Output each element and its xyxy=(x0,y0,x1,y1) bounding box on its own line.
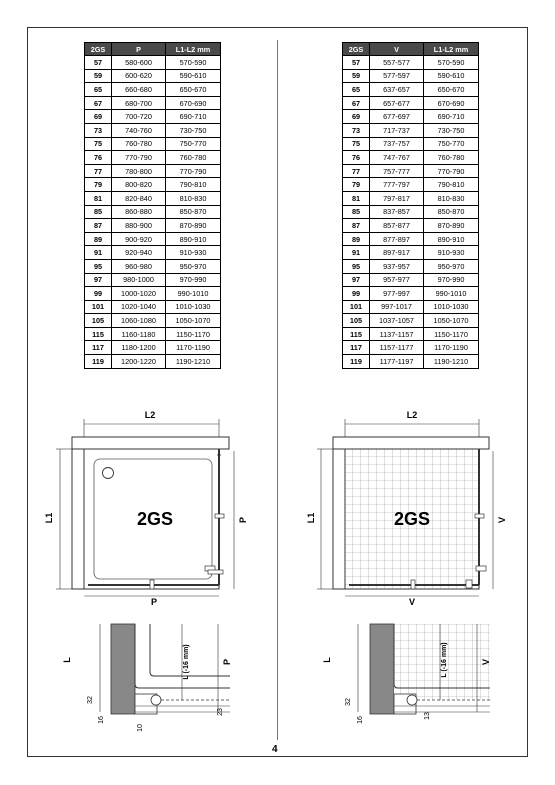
l1-l2-cell: 770-790 xyxy=(424,164,479,178)
model-code-cell: 67 xyxy=(343,96,370,110)
entry-width-cell: 677-697 xyxy=(370,110,424,124)
l1-l2-cell: 650-670 xyxy=(166,83,221,97)
l1-l2-cell: 1010-1030 xyxy=(166,300,221,314)
drain-icon xyxy=(103,468,114,479)
model-code-cell: 115 xyxy=(85,327,112,341)
entry-width-cell: 880-900 xyxy=(112,219,166,233)
model-code-cell: 77 xyxy=(343,164,370,178)
handle-icon xyxy=(475,514,484,518)
l1-l2-cell: 910-930 xyxy=(424,246,479,260)
table-header: V xyxy=(370,43,424,56)
entry-width-cell: 997-1017 xyxy=(370,300,424,314)
detail-dim-32: 32 xyxy=(345,698,352,706)
entry-width-cell: 1200-1220 xyxy=(112,355,166,369)
model-code-cell: 85 xyxy=(85,205,112,219)
model-code-cell: 105 xyxy=(343,314,370,328)
model-code-cell: 87 xyxy=(85,219,112,233)
entry-width-cell: 637-657 xyxy=(370,83,424,97)
plan-label-v-right: V xyxy=(497,516,507,524)
plan-label-l1: L1 xyxy=(44,512,54,524)
model-code-cell: 59 xyxy=(85,69,112,83)
l1-l2-cell: 1190-1210 xyxy=(424,355,479,369)
entry-width-cell: 797-817 xyxy=(370,191,424,205)
table-header: P xyxy=(112,43,166,56)
handle-icon xyxy=(215,514,224,518)
l1-l2-cell: 990-1010 xyxy=(424,287,479,301)
l1-l2-cell: 910-930 xyxy=(166,246,221,260)
plan-label-l2: L2 xyxy=(406,410,418,420)
entry-width-cell: 1037-1057 xyxy=(370,314,424,328)
entry-width-cell: 1160-1180 xyxy=(112,327,166,341)
entry-width-cell: 680-700 xyxy=(112,96,166,110)
plan-label-l2: L2 xyxy=(144,410,156,420)
l1-l2-cell: 760-780 xyxy=(424,151,479,165)
model-code-cell: 97 xyxy=(343,273,370,287)
l1-l2-cell: 810-830 xyxy=(166,191,221,205)
l1-l2-cell: 1050-1070 xyxy=(424,314,479,328)
left-plan-view xyxy=(44,410,248,607)
l1-l2-cell: 650-670 xyxy=(424,83,479,97)
l1-l2-cell: 570-590 xyxy=(424,56,479,70)
model-code-cell: 79 xyxy=(343,178,370,192)
entry-width-cell: 577-597 xyxy=(370,69,424,83)
l1-l2-cell: 870-890 xyxy=(424,219,479,233)
model-code-cell: 95 xyxy=(85,259,112,273)
detail-dim-16: 16 xyxy=(357,716,364,724)
entry-width-cell: 657-677 xyxy=(370,96,424,110)
entry-width-cell: 960-980 xyxy=(112,259,166,273)
model-code-cell: 89 xyxy=(343,232,370,246)
table-header: L1-L2 mm xyxy=(424,43,479,56)
table-header: L1-L2 mm xyxy=(166,43,221,56)
detail-label-p: P xyxy=(222,658,232,666)
entry-width-cell: 800-820 xyxy=(112,178,166,192)
model-code-cell: 57 xyxy=(85,56,112,70)
model-code-cell: 67 xyxy=(85,96,112,110)
right-detail-view xyxy=(322,624,491,724)
entry-width-cell: 957-977 xyxy=(370,273,424,287)
entry-width-cell: 900-920 xyxy=(112,232,166,246)
detail-label-l-minus-16: L (-16 mm) xyxy=(441,642,448,678)
l1-l2-cell: 590-610 xyxy=(166,69,221,83)
detail-label-v: V xyxy=(481,658,491,666)
detail-label-l: L xyxy=(322,657,332,663)
model-code-cell: 75 xyxy=(85,137,112,151)
l1-l2-cell: 750-770 xyxy=(166,137,221,151)
entry-width-cell: 897-917 xyxy=(370,246,424,260)
l1-l2-cell: 590-610 xyxy=(424,69,479,83)
l1-l2-cell: 760-780 xyxy=(166,151,221,165)
plan-model-label: 2GS xyxy=(136,509,174,529)
l1-l2-cell: 690-710 xyxy=(424,110,479,124)
entry-width-cell: 980-1000 xyxy=(112,273,166,287)
l1-l2-cell: 950-970 xyxy=(166,259,221,273)
l1-l2-cell: 770-790 xyxy=(166,164,221,178)
model-code-cell: 101 xyxy=(343,300,370,314)
entry-width-cell: 737-757 xyxy=(370,137,424,151)
model-code-cell: 97 xyxy=(85,273,112,287)
l1-l2-cell: 670-690 xyxy=(166,96,221,110)
model-code-cell: 69 xyxy=(85,110,112,124)
model-code-cell: 59 xyxy=(343,69,370,83)
l1-l2-cell: 1170-1190 xyxy=(166,341,221,355)
entry-width-cell: 557-577 xyxy=(370,56,424,70)
l1-l2-cell: 890-910 xyxy=(424,232,479,246)
entry-width-cell: 937-957 xyxy=(370,259,424,273)
entry-width-cell: 1060-1080 xyxy=(112,314,166,328)
l1-l2-cell: 1190-1210 xyxy=(166,355,221,369)
l1-l2-cell: 790-810 xyxy=(424,178,479,192)
entry-width-cell: 740-760 xyxy=(112,123,166,137)
model-code-cell: 85 xyxy=(343,205,370,219)
detail-label-l-minus-16: L (-16 mm) xyxy=(183,644,190,680)
plan-label-p-right: P xyxy=(238,516,248,524)
model-code-cell: 81 xyxy=(343,191,370,205)
model-code-cell: 91 xyxy=(85,246,112,260)
detail-dim-13: 13 xyxy=(424,712,431,720)
model-code-cell: 81 xyxy=(85,191,112,205)
entry-width-cell: 1020-1040 xyxy=(112,300,166,314)
l1-l2-cell: 950-970 xyxy=(424,259,479,273)
model-code-cell: 117 xyxy=(343,341,370,355)
model-code-cell: 119 xyxy=(85,355,112,369)
entry-width-cell: 857-877 xyxy=(370,219,424,233)
model-code-cell: 99 xyxy=(343,287,370,301)
entry-width-cell: 760-780 xyxy=(112,137,166,151)
entry-width-cell: 777-797 xyxy=(370,178,424,192)
entry-width-cell: 757-777 xyxy=(370,164,424,178)
model-code-cell: 65 xyxy=(343,83,370,97)
entry-width-cell: 660-680 xyxy=(112,83,166,97)
model-code-cell: 65 xyxy=(85,83,112,97)
entry-width-cell: 1137-1157 xyxy=(370,327,424,341)
model-code-cell: 119 xyxy=(343,355,370,369)
l1-l2-cell: 790-810 xyxy=(166,178,221,192)
handle-icon xyxy=(150,580,154,589)
model-code-cell: 73 xyxy=(85,123,112,137)
model-code-cell: 101 xyxy=(85,300,112,314)
model-code-cell: 76 xyxy=(85,151,112,165)
l1-l2-cell: 730-750 xyxy=(424,123,479,137)
model-code-cell: 87 xyxy=(343,219,370,233)
entry-width-cell: 1180-1200 xyxy=(112,341,166,355)
model-code-cell: 77 xyxy=(85,164,112,178)
l1-l2-cell: 970-990 xyxy=(424,273,479,287)
l1-l2-cell: 870-890 xyxy=(166,219,221,233)
table-header: 2GS xyxy=(343,43,370,56)
entry-width-cell: 700-720 xyxy=(112,110,166,124)
l1-l2-cell: 1150-1170 xyxy=(166,327,221,341)
entry-width-cell: 770-790 xyxy=(112,151,166,165)
detail-dim-23: 23 xyxy=(217,708,224,716)
l1-l2-cell: 570-590 xyxy=(166,56,221,70)
entry-width-cell: 820-840 xyxy=(112,191,166,205)
plan-label-v-bottom: V xyxy=(408,597,416,607)
plan-label-p-bottom: P xyxy=(150,597,158,607)
l1-l2-cell: 1150-1170 xyxy=(424,327,479,341)
l1-l2-cell: 690-710 xyxy=(166,110,221,124)
detail-dim-16: 16 xyxy=(98,716,105,724)
detail-label-l: L xyxy=(62,657,72,663)
entry-width-cell: 837-857 xyxy=(370,205,424,219)
l1-l2-cell: 850-870 xyxy=(424,205,479,219)
model-code-cell: 79 xyxy=(85,178,112,192)
handle-icon xyxy=(411,580,415,589)
entry-width-cell: 977-997 xyxy=(370,287,424,301)
entry-width-cell: 580-600 xyxy=(112,56,166,70)
l1-l2-cell: 750-770 xyxy=(424,137,479,151)
plan-model-label: 2GS xyxy=(393,509,431,529)
entry-width-cell: 877-897 xyxy=(370,232,424,246)
plan-label-l1: L1 xyxy=(306,512,316,524)
right-plan-view xyxy=(306,410,507,607)
entry-width-cell: 920-940 xyxy=(112,246,166,260)
l1-l2-cell: 730-750 xyxy=(166,123,221,137)
left-detail-view xyxy=(62,624,232,732)
model-code-cell: 57 xyxy=(343,56,370,70)
entry-width-cell: 600-620 xyxy=(112,69,166,83)
model-code-cell: 105 xyxy=(85,314,112,328)
entry-width-cell: 717-737 xyxy=(370,123,424,137)
model-code-cell: 117 xyxy=(85,341,112,355)
l1-l2-cell: 850-870 xyxy=(166,205,221,219)
l1-l2-cell: 970-990 xyxy=(166,273,221,287)
page-number: 4 xyxy=(272,744,278,755)
entry-width-cell: 747-767 xyxy=(370,151,424,165)
model-code-cell: 75 xyxy=(343,137,370,151)
model-code-cell: 89 xyxy=(85,232,112,246)
model-code-cell: 76 xyxy=(343,151,370,165)
model-code-cell: 91 xyxy=(343,246,370,260)
l1-l2-cell: 890-910 xyxy=(166,232,221,246)
model-code-cell: 115 xyxy=(343,327,370,341)
detail-dim-32: 32 xyxy=(87,696,94,704)
l1-l2-cell: 1170-1190 xyxy=(424,341,479,355)
l1-l2-cell: 1010-1030 xyxy=(424,300,479,314)
entry-width-cell: 1177-1197 xyxy=(370,355,424,369)
model-code-cell: 99 xyxy=(85,287,112,301)
l1-l2-cell: 670-690 xyxy=(424,96,479,110)
table-header: 2GS xyxy=(85,43,112,56)
l1-l2-cell: 990-1010 xyxy=(166,287,221,301)
entry-width-cell: 1000-1020 xyxy=(112,287,166,301)
entry-width-cell: 780-800 xyxy=(112,164,166,178)
l1-l2-cell: 810-830 xyxy=(424,191,479,205)
entry-width-cell: 860-880 xyxy=(112,205,166,219)
model-code-cell: 73 xyxy=(343,123,370,137)
model-code-cell: 95 xyxy=(343,259,370,273)
model-code-cell: 69 xyxy=(343,110,370,124)
detail-dim-10: 10 xyxy=(137,724,144,732)
entry-width-cell: 1157-1177 xyxy=(370,341,424,355)
l1-l2-cell: 1050-1070 xyxy=(166,314,221,328)
